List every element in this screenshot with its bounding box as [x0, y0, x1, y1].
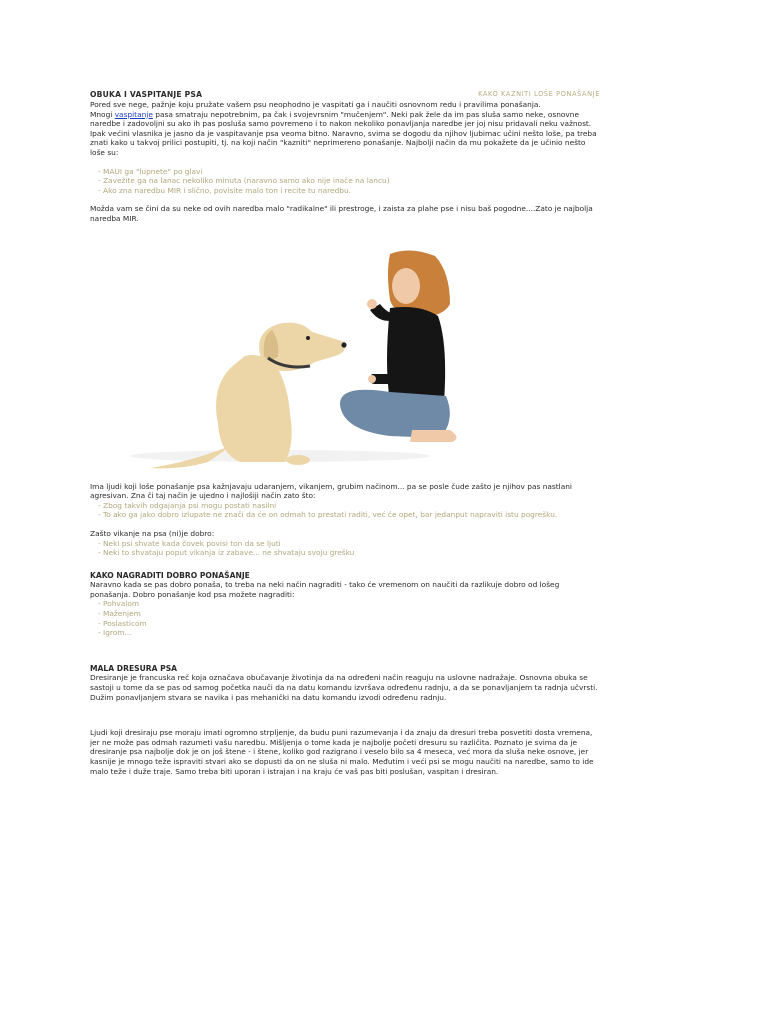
intro-pre-link: Mnogi — [90, 109, 115, 119]
intro-post-link: pasa smatraju nepotrebnim, pa čak i svojevrsnim "mučenjem". Neki pak žele da im pas sluša samo neke, osnovne naredbe i zadovoljni su ako ih pas posluša samo povremeno i to nakon nekoliko ponavljanja naredbe jer joj nisu pridavali neku važnost. Ipak većini vlasnika je jasno da je vaspitavanje psa veoma bitno. Naravno, svima se dogodu da njihov ljubimac učini nešto loše, pa treba znati kako u takvoj prilici postupiti, tj. na koji način "kazniti" neprimereno ponašanje. Najbolji način da mu pokažete da je učinio nešto loše su: — [90, 109, 597, 157]
list-item: - Neki psi shvate kada čovek povisi ton da se ljuti — [98, 538, 281, 548]
girl-hand — [367, 299, 377, 309]
girl — [340, 250, 457, 442]
reward-list — [90, 599, 600, 637]
page-title: OBUKA I VASPITANJE PSA — [90, 90, 203, 99]
document-page — [90, 90, 600, 776]
list-item: - Neki to shvataju poput vikanja iz zabave... ne shvataju svoju grešku — [98, 548, 355, 558]
side-link[interactable]: KAKO KAZNITI LOŠE PONAŠANJE — [478, 90, 600, 98]
paragraph-training: Dresiranje je francuska reč koja označava obučavanje životinja da na određeni način reaguju na uslovne nadražaje. Osnovna obuka se sastoji u tome da se pas od samog početka nauči da na datu komandu izvršava određenu radnju, a da se ponavljanjem ta radnja učvrsti. Dužim ponavljanjem stvara se navika i pas mehanički na datu komandu izvodi određenu radnju. — [90, 673, 598, 702]
list-item: - Zavežite ga na lanac nekoliko minuta (naravno samo ako nije inače na lancu) — [98, 176, 390, 186]
list-item: - Maženjem — [98, 609, 141, 619]
dog-front-leg — [266, 400, 280, 460]
girl-feet — [410, 430, 457, 442]
girl-hand — [368, 375, 376, 383]
intro-paragraph — [90, 110, 600, 158]
list-item: - To ako ga jako dobro izlupate ne znači da će on odmah to prestati raditi, već će opet, bar jedanput napraviti istu pogrešku. — [98, 510, 558, 520]
dog-eye — [306, 336, 310, 340]
dog — [150, 322, 347, 468]
dog-front-leg — [240, 404, 254, 460]
list-item: - MAUI ga "lupnete" po glavi — [98, 166, 203, 176]
list-item: - Zbog takvih odgajanja psi mogu postati nasilni — [98, 500, 277, 510]
paragraph-harsh: Ima ljudi koji loše ponašanje psa kažnjavaju udaranjem, vikanjem, grubim načinom... pa se posle čude zašto je njihov pas nastlani agresivan. Zna či taj način je ujedno i najlošiji način zato što: — [90, 481, 572, 501]
header — [90, 90, 600, 100]
section-heading-training: MALA DRESURA PSA — [90, 663, 178, 673]
dog-and-girl-photo — [90, 224, 600, 482]
girl-sweater — [387, 307, 445, 402]
dog-back-paw — [286, 455, 310, 465]
girl-face — [392, 268, 420, 304]
paragraph-mir: Možda vam se čini da su neke od ovih naredba malo "radikalne" ili prestroge, i zaista za plahe pse i nisu baš pogodne....Zato je najbolja naredba MIR. — [90, 204, 593, 223]
yelling-list — [90, 539, 600, 558]
list-item: - Igrom... — [98, 628, 132, 638]
vaspitanje-link[interactable]: vaspitanje — [114, 109, 153, 119]
paragraph-patience: Ljudi koji dresiraju pse moraju imati ogromno strpljenje, da budu puni razumevanja i da znaju da dresuri treba posvetiti dosta vremena, jer ne može pas odmah razumeti vašu naredbu. Mišljenja o tome kada je najbolje početi dresuru su različita. Poznato je svima da je dresiranje psa najbolje dok je on još štene - i štene, koliko god razigrano i veselo bilo sa 4 meseca, već mora da sluša neke osnove, jer kasnije je mnogo teže ispraviti stvari ako se dopusti da on ne sluša ni malo. Međutim i veći psi se mogu naučiti na naredbe, samo to ide malo teže i duže traje. Samo treba biti uporan i istrajan i na kraju će vaš pas biti poslušan, vaspitan i dresiran. — [90, 728, 594, 776]
paragraph-reward: Naravno kada se pas dobro ponaša, to treba na neki način nagraditi - tako će vremenom on naučiti da razlikuje dobro od lošeg ponašanja. Dobro ponašanje kod psa možete nagraditi: — [90, 580, 560, 599]
section-heading-reward: KAKO NAGRADITI DOBRO PONAŠANJE — [90, 570, 250, 580]
list-item: - Pohvalom — [98, 599, 140, 609]
list-item: - Poslasticom — [98, 618, 147, 628]
harsh-list — [90, 501, 600, 520]
photo-illustration — [90, 224, 600, 482]
dog-nose — [341, 342, 346, 347]
list-item: - Ako zna naredbu MIR i slično, povisite malo ton i recite tu naredbu. — [98, 185, 351, 195]
punishment-list — [90, 167, 600, 196]
paragraph-yelling: Zašto vikanje na psa (ni)je dobro: — [90, 528, 215, 538]
intro-line: Pored sve nege, pažnje koju pružate vašem psu neophodno je vaspitati ga i naučiti osnovnom redu i pravilima ponašanja. — [90, 100, 541, 109]
